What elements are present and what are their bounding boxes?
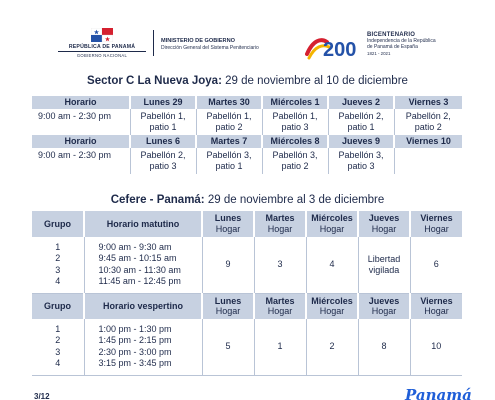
header-cell: Martes 30 [196, 96, 262, 109]
page-number: 3/12 [34, 392, 50, 400]
group-number: 4 [55, 276, 61, 287]
header-place: Hogar [371, 224, 397, 234]
schedule-cell [328, 109, 394, 135]
time-slot: 9:45 am - 10:15 am [98, 253, 177, 264]
header-day: Martes [265, 295, 295, 306]
group-number: 4 [55, 358, 61, 369]
header-cell [84, 293, 202, 319]
cell-line: Pabellón 3, [338, 150, 384, 160]
time-cell: 9:00 am - 2:30 pm [32, 109, 130, 135]
header-cell [306, 211, 358, 237]
table-row [32, 148, 462, 174]
group-number: 1 [55, 241, 61, 252]
header-label: Grupo [44, 218, 71, 229]
cefere-schedule-table [32, 211, 462, 376]
value-cell: Libertad vigilada [358, 237, 410, 293]
header-day: Viernes [420, 213, 453, 224]
cell-line: Pabellón 2, [405, 111, 451, 121]
header-cell: Viernes 10 [394, 135, 462, 148]
value-cell: 2 [306, 319, 358, 375]
header-cell [358, 211, 410, 237]
header-cell: Jueves 2 [328, 96, 394, 109]
cell-line: Pabellón 1, [272, 111, 318, 121]
header-place: Hogar [267, 306, 293, 317]
schedule-cell [130, 109, 196, 135]
header-cell [358, 293, 410, 319]
republic-title: REPÚBLICA DE PANAMÁ [68, 44, 136, 50]
header-place: Hogar [371, 306, 397, 317]
value-cell: 1 [254, 319, 306, 375]
header-cell [254, 211, 306, 237]
header-cell: Viernes 3 [394, 96, 462, 109]
value-cell: 5 [202, 319, 254, 375]
section-title-bold: Cefere - Panamá: [110, 194, 205, 206]
group-number: 1 [55, 323, 61, 334]
nueva-joya-schedule-table [32, 96, 462, 174]
header-day: Miércoles [311, 295, 353, 306]
panama-brand-logo: Panamá [405, 386, 472, 400]
cell-line: patio 1 [215, 161, 243, 171]
group-number: 3 [55, 346, 61, 357]
cell-line: patio 1 [347, 122, 375, 132]
value-cell: 6 [410, 237, 462, 293]
schedule-cell [196, 148, 262, 174]
section-title-bold: Sector C La Nueva Joya: [87, 75, 222, 87]
cell-line: Pabellón 2, [140, 150, 186, 160]
bicentenario-text [367, 32, 457, 56]
time-slot: 3:15 pm - 3:45 pm [98, 358, 172, 369]
bicentenario-line-2: de Panamá de España [367, 44, 418, 50]
group-number: 2 [55, 253, 61, 264]
schedule-cell [84, 237, 202, 293]
header-cell [84, 211, 202, 237]
value-cell: 10 [410, 319, 462, 375]
group-number: 2 [55, 335, 61, 346]
schedule-cell [84, 319, 202, 375]
cell-line: Pabellón 2, [338, 111, 384, 121]
schedule-cell [262, 148, 328, 174]
bicentenario-years: 1821 - 2021 [367, 51, 391, 56]
header-place: Hogar [215, 224, 241, 234]
header-day: Martes [265, 213, 295, 224]
time-slot: 1:00 pm - 1:30 pm [98, 323, 172, 334]
group-number: 3 [55, 264, 61, 275]
schedule-cell [394, 109, 462, 135]
table-header-row [32, 135, 462, 148]
header-cell [202, 211, 254, 237]
group-cell [32, 237, 84, 293]
header-cell: Miércoles 8 [262, 135, 328, 148]
schedule-cell [262, 109, 328, 135]
table-row [32, 319, 462, 375]
header-cell: Miércoles 1 [262, 96, 328, 109]
header-label: Grupo [44, 300, 71, 311]
header-place: Hogar [319, 224, 345, 234]
header-day: Lunes [214, 295, 242, 306]
section-title-cefere [0, 194, 495, 206]
header-cell [32, 211, 84, 237]
header-cell [410, 211, 462, 237]
bicentenario-logo [305, 30, 455, 64]
header-place: Hogar [424, 224, 449, 234]
header-cell: Lunes 6 [130, 135, 196, 148]
time-slot: 2:30 pm - 3:00 pm [98, 346, 172, 357]
header-cell: Jueves 9 [328, 135, 394, 148]
bicentenario-line-1: Independencia de la República [367, 38, 436, 44]
header-cell: Horario [32, 135, 130, 148]
header-day: Jueves [368, 213, 400, 224]
schedule-cell [394, 148, 462, 174]
section-title-dates: 29 de noviembre al 3 de diciembre [204, 194, 385, 206]
time-slot: 1:45 pm - 2:15 pm [98, 335, 172, 346]
header-cell [306, 293, 358, 319]
table-header-row [32, 211, 462, 237]
bicentenario-title: BICENTENARIO [367, 32, 416, 38]
ministry-block [161, 38, 311, 51]
header-place: Hogar [215, 306, 241, 317]
table-row [32, 109, 462, 135]
table-header-row [32, 293, 462, 319]
table-row [32, 237, 462, 293]
republica-panama-logo [58, 28, 146, 58]
cell-line: patio 3 [347, 161, 375, 171]
group-cell [32, 319, 84, 375]
cell-line: patio 3 [281, 122, 309, 132]
header-divider [153, 30, 154, 56]
republic-subtitle: GOBIERNO NACIONAL [58, 51, 146, 58]
svg-text:200: 200 [323, 39, 357, 61]
header-day: Miércoles [311, 213, 353, 224]
section-title-dates: 29 de noviembre al 10 de diciembre [221, 75, 408, 87]
value-cell: 4 [306, 237, 358, 293]
schedule-cell [328, 148, 394, 174]
cell-line: Pabellón 3, [206, 150, 252, 160]
time-cell: 9:00 am - 2:30 pm [32, 148, 130, 174]
header-label: Horario matutino [106, 218, 180, 229]
time-slot: 9:00 am - 9:30 am [98, 241, 172, 252]
header-cell: Martes 7 [196, 135, 262, 148]
bicentenario-emblem-icon [305, 32, 365, 62]
page-header [0, 0, 495, 70]
value-cell: 3 [254, 237, 306, 293]
header-day: Viernes [420, 295, 453, 306]
table-header-row [32, 96, 462, 109]
header-label: Horario vespertino [102, 300, 184, 311]
value-cell: 8 [358, 319, 410, 375]
header-day: Lunes [214, 213, 242, 224]
header-cell [254, 293, 306, 319]
cell-line: Pabellón 3, [272, 150, 318, 160]
time-slot: 10:30 am - 11:30 am [98, 264, 181, 275]
header-cell [410, 293, 462, 319]
time-slot: 11:45 am - 12:45 pm [98, 276, 181, 287]
ministry-subtitle: Dirección General del Sistema Penitenciario [161, 45, 259, 51]
header-cell [202, 293, 254, 319]
header-cell: Lunes 29 [130, 96, 196, 109]
header-place: Hogar [424, 306, 449, 317]
ministry-title: MINISTERIO DE GOBIERNO [161, 38, 235, 44]
cell-line: patio 2 [281, 161, 309, 171]
header-place: Hogar [319, 306, 345, 317]
cell-line: patio 3 [149, 161, 177, 171]
schedule-cell [196, 109, 262, 135]
section-title-nueva-joya [0, 75, 495, 87]
panama-flag-icon [91, 28, 113, 42]
schedule-cell [130, 148, 196, 174]
cell-line: patio 1 [149, 122, 177, 132]
header-cell [32, 293, 84, 319]
cell-line: Pabellón 1, [140, 111, 186, 121]
header-cell: Horario [32, 96, 130, 109]
value-cell: 9 [202, 237, 254, 293]
cell-line: Pabellón 1, [206, 111, 252, 121]
header-place: Hogar [267, 224, 293, 234]
cell-line: patio 2 [215, 122, 243, 132]
cell-line: patio 2 [414, 122, 442, 132]
header-day: Jueves [368, 295, 400, 306]
